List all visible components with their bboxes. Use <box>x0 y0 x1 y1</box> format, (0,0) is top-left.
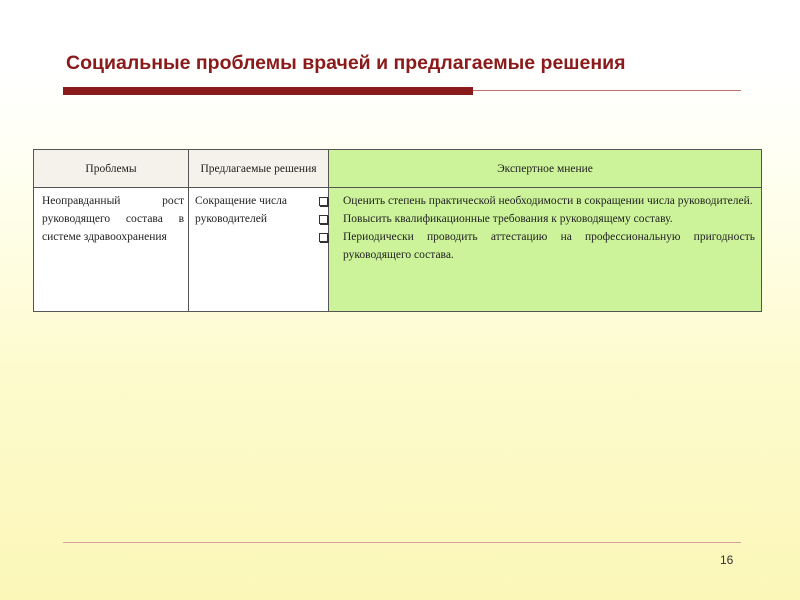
solution-cell: Сокращение числа руководителей <box>189 188 329 312</box>
list-item-text: Периодически проводить аттестацию на профессиональную пригодность руководящего состава. <box>343 231 755 261</box>
slide-title: Социальные проблемы врачей и предлагаемые решения <box>66 52 626 74</box>
list-item <box>329 228 755 264</box>
problem-cell: Неоправданный рост руководящего состава в системе здравоохранения <box>34 188 189 312</box>
header-solutions: Предлагаемые решения <box>189 150 329 188</box>
table-header-row <box>34 150 762 188</box>
list-item-text: Оценить степень практической необходимости в сокращении числа руководителей. <box>343 195 753 207</box>
list-item <box>329 210 755 228</box>
list-item <box>329 192 755 210</box>
footer-divider <box>63 542 741 543</box>
page-number: 16 <box>720 553 734 567</box>
checkbox-square-icon <box>319 215 328 224</box>
checkbox-square-icon <box>319 197 328 206</box>
title-underline-thin <box>473 90 741 91</box>
list-item-text: Повысить квалификационные требования к руководящему составу. <box>343 213 673 225</box>
title-underline-thick <box>63 87 473 95</box>
table-row <box>34 188 762 312</box>
checkbox-square-icon <box>319 233 328 242</box>
header-expert-opinion: Экспертное мнение <box>329 150 762 188</box>
expert-opinion-cell <box>329 188 762 312</box>
problems-table <box>33 149 762 312</box>
expert-opinion-list <box>329 192 755 264</box>
header-problems: Проблемы <box>34 150 189 188</box>
